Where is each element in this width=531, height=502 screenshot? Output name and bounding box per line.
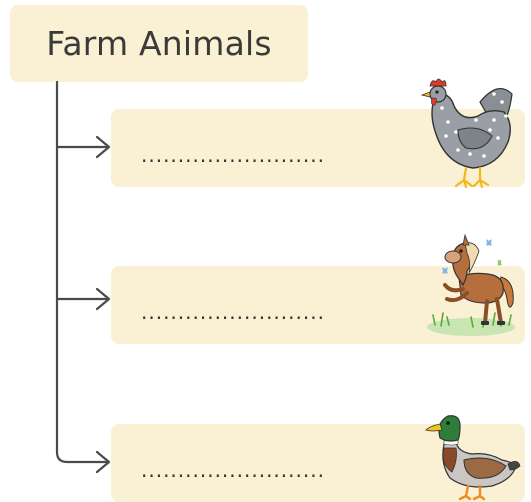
arrowhead-1 [97, 137, 109, 157]
trunk-line [57, 82, 108, 462]
diagram-title: Farm Animals [46, 24, 272, 63]
arrowhead-2 [97, 289, 109, 309]
duck-icon [422, 408, 522, 501]
hen-icon [418, 72, 518, 190]
answer-line-3[interactable]: ......................... [141, 458, 325, 482]
answer-line-1[interactable]: ......................... [141, 143, 325, 167]
horse-icon [423, 233, 523, 339]
title-box [10, 5, 308, 82]
arrowhead-3 [97, 452, 109, 472]
answer-line-2[interactable]: ......................... [141, 300, 325, 324]
